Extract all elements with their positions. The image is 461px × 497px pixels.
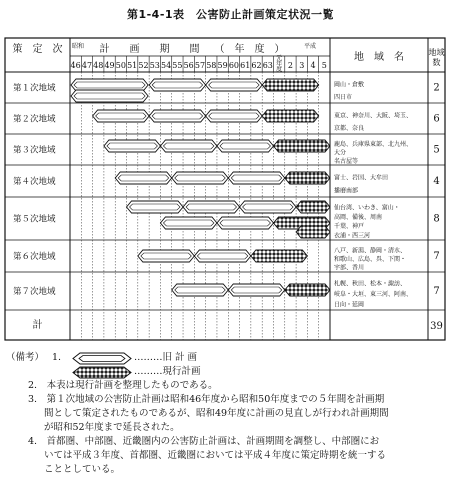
old-plan-bar-inner — [96, 113, 147, 119]
old-plan-bar-inner — [220, 143, 271, 149]
legend-old-plan-symbol — [72, 352, 132, 365]
year-label-18-char-2: 度 — [276, 66, 283, 73]
row-area-name: 日向・延岡 — [334, 301, 365, 309]
row-area-name: 四日市 — [334, 93, 353, 101]
row-stage-label: 第６次地域 — [13, 252, 56, 262]
year-label-2: 48 — [93, 61, 104, 70]
old-plan-bar-inner — [163, 220, 214, 226]
notes-label: （備考） — [6, 352, 45, 363]
header-period: 計 画 期 間 （ 年 度 ） — [99, 44, 285, 55]
year-label-6: 52 — [138, 61, 149, 70]
header-area: 地 域 名 — [354, 52, 404, 63]
total-label: 計 — [32, 320, 43, 331]
row-area-name: 名古屋等 — [334, 157, 359, 165]
current-plan-bar — [285, 172, 330, 184]
year-label-12: 58 — [206, 61, 217, 70]
note-3-line-3: が昭和52年度まで延長された。 — [44, 422, 180, 433]
old-plan-bar-inner — [197, 253, 248, 259]
row-area-count: 7 — [433, 251, 440, 262]
year-label-19: 2 — [287, 61, 293, 70]
row-area-count: 5 — [433, 144, 440, 156]
row-area-count: 8 — [433, 213, 440, 225]
old-plan-bar-inner — [186, 204, 237, 210]
year-label-21: 4 — [310, 61, 316, 70]
year-label-3: 49 — [104, 61, 115, 70]
year-label-7: 53 — [149, 61, 160, 70]
old-plan-bar-inner — [152, 82, 203, 88]
current-plan-bar — [273, 140, 330, 152]
row-stage-label: 第２次地域 — [13, 114, 56, 125]
year-label-17: 63 — [262, 61, 273, 70]
row-area-name: 高岡、備後、周南 — [334, 213, 383, 221]
row-stage-label: 第１次地域 — [13, 83, 56, 94]
header-stage: 策 定 次 — [12, 44, 63, 55]
row-area-name: 札幌、秋田、松本・諏訪、 — [334, 280, 407, 288]
old-plan-bar-inner — [209, 82, 260, 88]
note-1-number: 1. — [52, 352, 62, 363]
row-area-count: 7 — [433, 286, 440, 297]
year-label-18-char-0: 元 — [276, 55, 283, 62]
row-area-count: 4 — [433, 176, 440, 187]
old-plan-bar-inner — [141, 253, 192, 259]
old-plan-bar-inner — [231, 175, 282, 181]
old-plan-bar-inner — [175, 287, 226, 293]
row-area-name: 衣浦・西三河 — [334, 232, 371, 240]
current-plan-bar — [285, 284, 330, 296]
row-area-name: 宇部、香川 — [334, 264, 365, 272]
row-area-count: 2 — [433, 82, 440, 94]
old-plan-bar-inner — [152, 113, 203, 119]
current-plan-bar — [296, 201, 330, 213]
row-area-count: 6 — [433, 113, 440, 125]
row-area-name: 仙台湾、いわき、富山・ — [334, 204, 400, 212]
header-heisei-label: 平成 — [304, 43, 317, 50]
year-label-16: 62 — [251, 61, 262, 70]
row-stage-label: 第７次地域 — [13, 287, 56, 297]
row-area-name: 八戸、新潟、静岡・清水、 — [334, 247, 407, 255]
current-plan-bar — [262, 110, 319, 122]
year-label-10: 56 — [183, 61, 194, 70]
row-area-name: 京都、奈良 — [334, 124, 365, 132]
old-plan-bar-inner — [74, 93, 145, 99]
current-plan-bar — [251, 250, 308, 262]
row-area-name: 千葉、神戸 — [334, 223, 365, 231]
row-stage-label: 第５次地域 — [13, 214, 56, 225]
old-plan-bar-inner — [220, 220, 271, 226]
notes-section — [6, 351, 458, 477]
year-label-5: 51 — [127, 61, 138, 70]
row-area-name: 鹿島、兵庫県東部、北九州、 — [334, 141, 413, 149]
year-label-11: 57 — [194, 61, 206, 70]
header-count-line-2: 数 — [432, 58, 441, 67]
old-plan-bar-inner — [107, 143, 158, 149]
row-area-name: 岡山・倉敷 — [334, 81, 365, 89]
legend-current-plan-label: ………現行計画 — [134, 366, 201, 377]
row-area-name: 大分 — [334, 149, 347, 157]
old-plan-bar-inner — [118, 175, 169, 181]
year-label-1: 47 — [81, 61, 93, 70]
header-showa-label: 昭和 — [72, 43, 85, 50]
row-area-name: 和歌山、広島、呉、下関・ — [334, 256, 407, 263]
row-stage-label: 第４次地域 — [13, 177, 56, 187]
old-plan-bar-inner — [130, 204, 181, 210]
year-label-8: 54 — [160, 61, 172, 70]
old-plan-bar-inner — [231, 287, 282, 293]
header-count-line-1: 地域 — [428, 48, 445, 57]
year-label-14: 60 — [228, 61, 240, 70]
total-count: 39 — [430, 321, 443, 332]
year-label-18-char-1: 年 — [276, 60, 283, 68]
old-plan-bar-inner — [209, 113, 260, 119]
note-4-line-1: 4. 首都圏、中部圏、近畿圏内の公害防止計画は、計画期間を調整し、中部圏にお — [28, 436, 380, 447]
note-4-line-2: いては平成３年度、首都圏、近畿圏においては平成４年度に策定時期を統一する — [44, 450, 387, 461]
note-3-line-1: 3. 第１次地域の公害防止計画は昭和46年度から昭和50年度までの５年間を計画期 — [28, 394, 385, 405]
legend-current-plan-symbol — [72, 366, 132, 379]
current-plan-bar — [262, 79, 319, 91]
old-plan-bar-inner — [163, 143, 214, 149]
year-label-15: 61 — [240, 61, 251, 70]
note-3-line-2: 間として策定されたものであるが、昭和49年度に計画の見直しが行われ計画期間 — [44, 408, 389, 419]
row-area-name: 播磨南部 — [334, 187, 359, 195]
row-area-name: 岐阜・大垣、東三河、阿南、 — [334, 291, 413, 298]
year-label-4: 50 — [115, 61, 126, 70]
old-plan-bar-inner — [243, 204, 294, 210]
row-area-name: 富士、岩国、大牟田 — [334, 174, 389, 182]
table-title: 第1-4-1表 公害防止計画策定状況一覧 — [126, 8, 335, 21]
legend-old-plan-label: ………旧 計 画 — [134, 352, 198, 363]
note-2: 2. 本表は現行計画を整理したものである。 — [28, 380, 218, 391]
current-plan-bar — [296, 226, 330, 238]
old-plan-bar-inner — [175, 175, 226, 181]
row-area-name: 東京、神奈川、大阪、埼玉、 — [334, 112, 413, 120]
year-label-13: 59 — [217, 61, 228, 70]
row-stage-label: 第３次地域 — [13, 145, 56, 156]
old-plan-bar-inner — [74, 82, 145, 88]
plan-bars — [71, 79, 330, 296]
year-label-20: 3 — [299, 61, 305, 70]
year-label-22: 5 — [321, 61, 327, 70]
year-label-9: 55 — [172, 61, 183, 70]
note-4-line-3: こととしている。 — [44, 464, 121, 475]
year-label-0: 46 — [70, 61, 81, 70]
